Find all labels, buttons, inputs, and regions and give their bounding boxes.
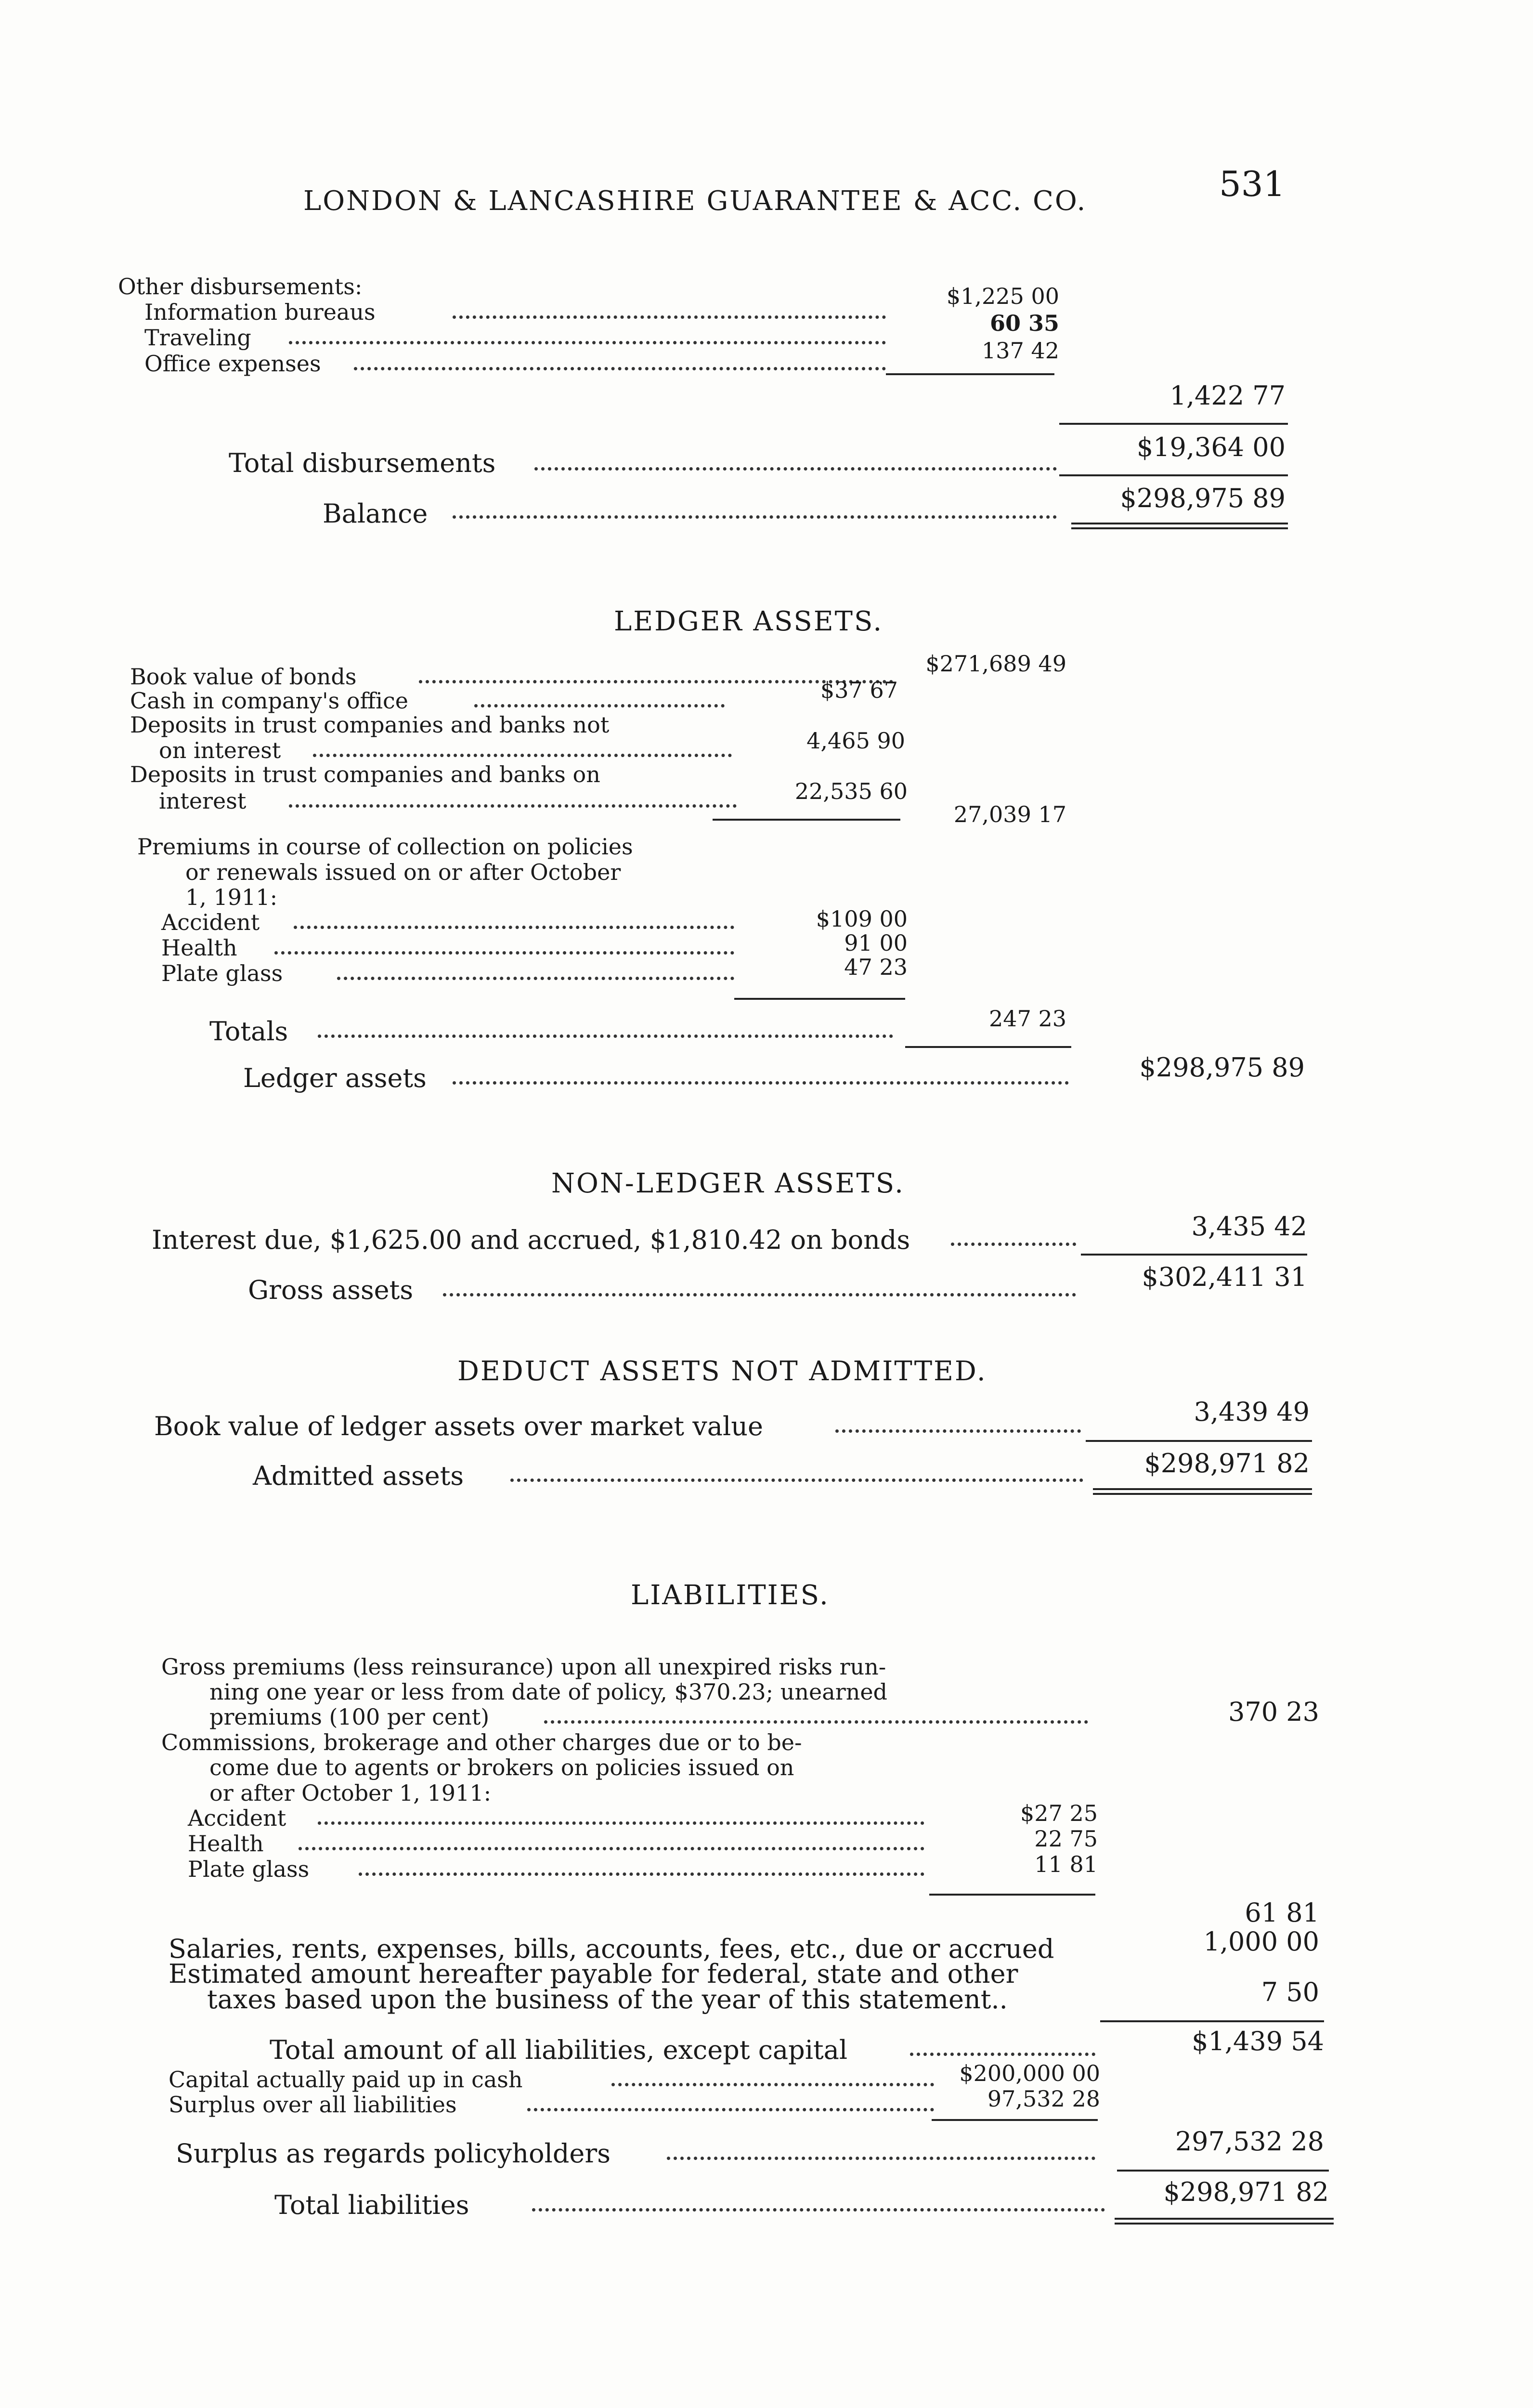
capital-amount: $200,000 00	[959, 2060, 1100, 2086]
premiums-label: or renewals issued on or after October	[185, 859, 621, 885]
dot-leader	[527, 2108, 934, 2111]
interest-label: Interest due, $1,625.00 and accrued, $1,810.42 on bonds	[152, 1225, 910, 1255]
deduct-heading: DEDUCT ASSETS NOT ADMITTED.	[457, 1356, 987, 1387]
estimated-amount: 7 50	[1261, 1977, 1319, 2007]
rule	[1081, 1254, 1307, 1256]
interest-amount: 3,435 42	[1191, 1211, 1307, 1242]
total-except-capital-label: Total amount of all liabilities, except capital	[270, 2035, 848, 2065]
surplus-label: Surplus over all liabilities	[169, 2092, 457, 2118]
dot-leader	[318, 1034, 893, 1038]
salaries-label: Salaries, rents, expenses, bills, accounts, fees, etc., due or accrued	[169, 1934, 1054, 1964]
premiums-label: Premiums in course of collection on policies	[137, 834, 633, 860]
dot-leader	[453, 315, 886, 319]
item-amount: 47 23	[844, 954, 908, 980]
admitted-assets-amount: $298,971 82	[1144, 1448, 1310, 1479]
deposits-interest-label: Deposits in trust companies and banks on	[130, 761, 600, 787]
item-amount: $109 00	[816, 906, 908, 932]
totals-label: Totals	[209, 1016, 288, 1047]
total-liabilities-amount: $298,971 82	[1163, 2177, 1329, 2207]
total-liabilities-label: Total liabilities	[274, 2190, 469, 2220]
surplus-amount: 97,532 28	[987, 2086, 1100, 2112]
rule	[1100, 2020, 1324, 2022]
dot-leader	[289, 804, 737, 808]
dot-leader	[299, 1847, 924, 1850]
item-amount: $1,225 00	[946, 283, 1059, 309]
rule	[1117, 2170, 1329, 2172]
gross-assets-label: Gross assets	[248, 1275, 414, 1305]
dot-leader	[534, 467, 1057, 471]
item-label: Traveling	[144, 325, 251, 351]
double-rule	[1071, 523, 1288, 529]
item-label: Accident	[161, 909, 260, 935]
estimated-label: Estimated amount hereafter payable for federal, state and other	[169, 1959, 1018, 1989]
item-label: Office expenses	[144, 351, 321, 377]
item-amount: 60 35	[989, 310, 1059, 336]
item-amount: 91 00	[844, 930, 908, 956]
cash-office-amount: $37 67	[820, 677, 898, 703]
deposits-interest-amount: 22,535 60	[794, 778, 908, 804]
dot-leader	[337, 977, 734, 980]
dot-leader	[359, 1872, 924, 1876]
estimated-label: taxes based upon the business of the year of this statement..	[207, 1984, 1008, 2015]
non-ledger-heading: NON-LEDGER ASSETS.	[551, 1168, 905, 1199]
dot-leader	[835, 1429, 1081, 1433]
dot-leader	[443, 1293, 1076, 1296]
dot-leader	[289, 341, 886, 344]
book-value-bonds-label: Book value of bonds	[130, 664, 357, 690]
running-head: LONDON & LANCASHIRE GUARANTEE & ACC. CO.	[303, 185, 1087, 217]
cash-total-amount: 27,039 17	[953, 801, 1066, 827]
dot-leader	[910, 2053, 1095, 2056]
rule	[713, 819, 900, 821]
salaries-amount: 1,000 00	[1203, 1926, 1319, 1957]
dot-leader	[532, 2208, 1105, 2212]
dot-leader	[318, 1821, 924, 1825]
deposits-no-interest-label: Deposits in trust companies and banks not	[130, 712, 610, 738]
rule	[886, 373, 1054, 375]
commissions-label: or after October 1, 1911:	[209, 1780, 492, 1806]
deposits-interest-label: interest	[159, 788, 247, 814]
item-amount: $27 25	[1020, 1800, 1098, 1826]
subtotal-amount: 1,422 77	[1169, 380, 1286, 411]
item-label: Health	[188, 1831, 264, 1857]
surplus-policyholders-amount: 297,532 28	[1175, 2126, 1324, 2157]
page-number: 531	[1219, 164, 1286, 204]
double-rule	[1093, 1488, 1312, 1495]
capital-label: Capital actually paid up in cash	[169, 2067, 523, 2093]
item-amount: 137 42	[982, 338, 1059, 364]
commissions-total: 61 81	[1245, 1898, 1319, 1928]
book-value-market-label: Book value of ledger assets over market value	[154, 1411, 763, 1441]
commissions-label: Commissions, brokerage and other charges due or to be-	[161, 1729, 802, 1755]
dot-leader	[510, 1479, 1083, 1482]
premiums-label: 1, 1911:	[185, 884, 278, 910]
item-label: Accident	[188, 1805, 286, 1831]
gross-assets-amount: $302,411 31	[1142, 1262, 1307, 1292]
gross-premiums-label: ning one year or less from date of policy, $370.23; unearned	[209, 1679, 887, 1705]
surplus-policyholders-label: Surplus as regards policyholders	[176, 2138, 611, 2169]
rule	[932, 2119, 1098, 2121]
gross-premiums-label: Gross premiums (less reinsurance) upon all unexpired risks run-	[161, 1654, 886, 1680]
cash-office-label: Cash in company's office	[130, 688, 408, 714]
item-label: Plate glass	[161, 960, 283, 986]
gross-premiums-amount: 370 23	[1228, 1697, 1319, 1727]
dot-leader	[667, 2157, 1095, 2160]
deposits-no-interest-label: on interest	[159, 737, 281, 763]
dot-leader	[453, 1081, 1069, 1085]
item-amount: 11 81	[1034, 1851, 1098, 1877]
book-value-market-amount: 3,439 49	[1194, 1397, 1310, 1427]
rule	[1059, 474, 1288, 476]
liabilities-heading: LIABILITIES.	[631, 1580, 830, 1611]
dot-leader	[453, 515, 1057, 519]
deposits-no-interest-amount: 4,465 90	[806, 728, 905, 754]
double-rule	[1115, 2218, 1334, 2225]
rule	[1059, 423, 1288, 425]
rule	[1086, 1440, 1312, 1442]
dot-leader	[313, 754, 732, 757]
ledger-assets-amount: $298,975 89	[1139, 1052, 1305, 1083]
total-disbursements-amount: $19,364 00	[1136, 432, 1286, 462]
dot-leader	[354, 367, 886, 370]
ledger-assets-label: Ledger assets	[243, 1063, 427, 1093]
item-amount: 22 75	[1034, 1826, 1098, 1852]
dot-leader	[274, 951, 734, 955]
dot-leader	[951, 1243, 1076, 1246]
section-label: Other disbursements:	[118, 274, 363, 300]
dot-leader	[294, 926, 734, 929]
rule	[929, 1894, 1095, 1896]
dot-leader	[544, 1720, 1088, 1724]
rule	[734, 998, 905, 1000]
ledger-assets-heading: LEDGER ASSETS.	[614, 606, 883, 637]
totals-amount: 247 23	[989, 1006, 1066, 1032]
gross-premiums-label: premiums (100 per cent)	[209, 1704, 490, 1730]
admitted-assets-label: Admitted assets	[253, 1461, 464, 1491]
item-label: Health	[161, 935, 237, 961]
dot-leader	[474, 704, 725, 707]
item-label: Information bureaus	[144, 299, 376, 325]
item-label: Plate glass	[188, 1856, 310, 1882]
dot-leader	[611, 2083, 934, 2086]
book-value-bonds-amount: $271,689 49	[925, 651, 1066, 677]
total-disbursements-label: Total disbursements	[229, 448, 496, 478]
total-except-capital-amount: $1,439 54	[1192, 2026, 1324, 2056]
commissions-label: come due to agents or brokers on policies issued on	[209, 1754, 794, 1780]
rule	[905, 1046, 1071, 1048]
balance-amount: $298,975 89	[1120, 483, 1286, 513]
balance-label: Balance	[323, 498, 428, 529]
